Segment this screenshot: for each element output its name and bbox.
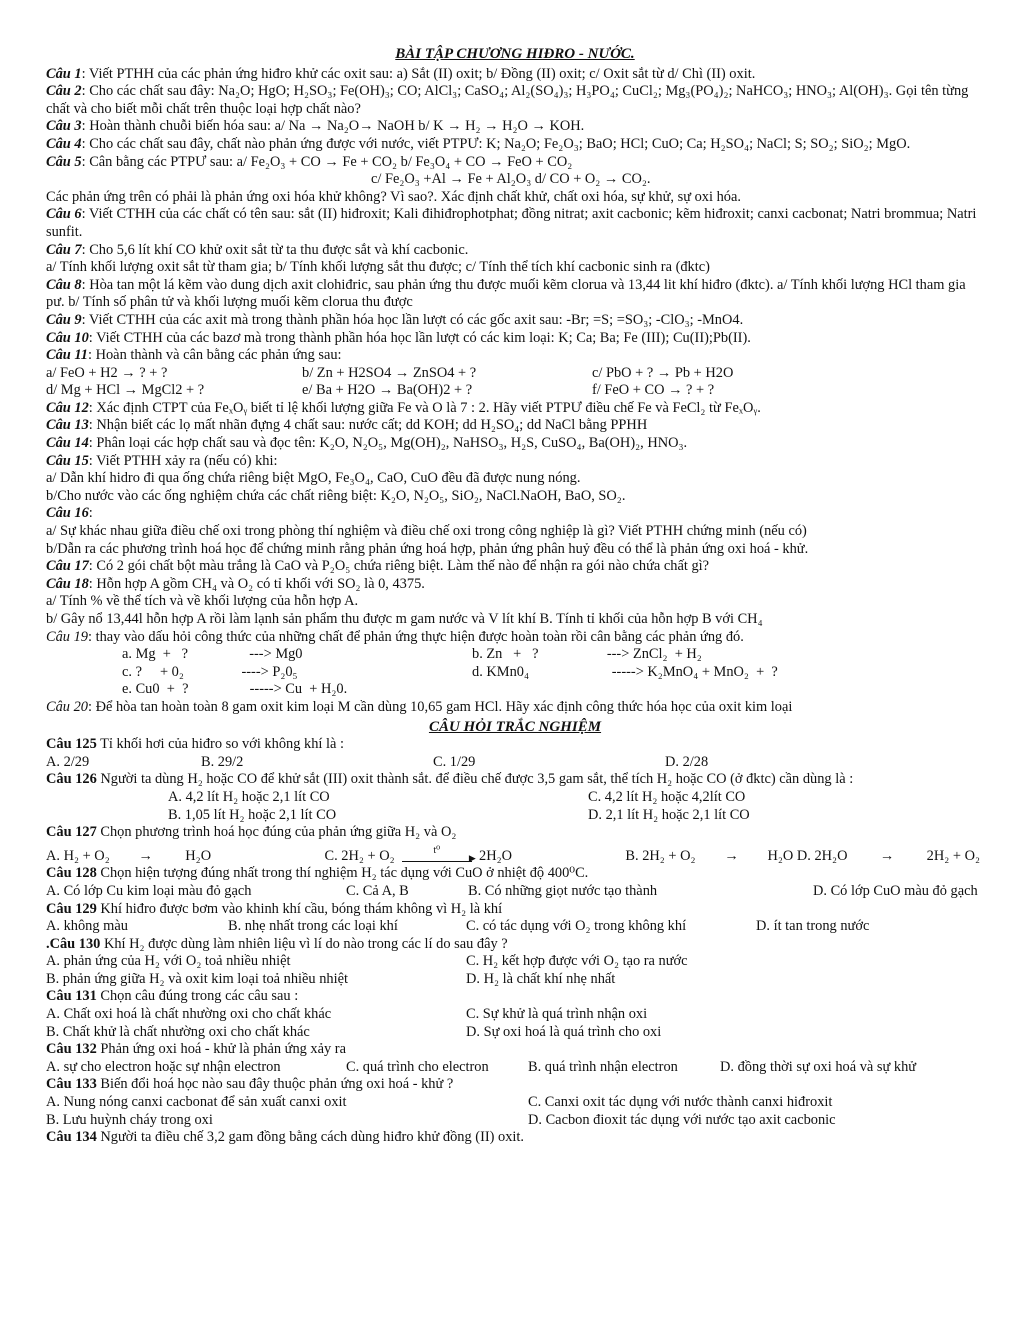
equation-a: a/ FeO + H2 → ? + ? (46, 364, 168, 381)
question-19-row-3 (46, 681, 984, 699)
question-18-a: a/ Tính % về thể tích và về khối lượng của hỗn hợp A. (46, 593, 359, 610)
section-title-multiple-choice: CÂU HỎI TRẮC NGHIỆM (428, 718, 602, 735)
option-a[interactable]: A. 4,2 lít H₂ hoặc 2,1 lít CO (168, 788, 330, 805)
question-129-options (46, 918, 984, 936)
option-c[interactable]: C. 1/29 (433, 753, 476, 770)
arrow-icon: → (879, 847, 895, 864)
question-130-options (46, 953, 984, 988)
reaction-a: a. Mg + ? ---> Mg0 (122, 646, 303, 663)
option-c[interactable]: C. Cả A, B (346, 882, 409, 899)
option-d[interactable]: D. 2/28 (665, 753, 709, 770)
option-c[interactable]: C. có tác dụng với O₂ trong không khí (466, 918, 687, 935)
question-11-equations-row-2 (46, 382, 984, 400)
reaction-empty (472, 681, 984, 699)
option-b[interactable]: B. Chất khử là chất nhường oxi cho chất khác (46, 1023, 310, 1040)
reaction-b: b. Zn + ? ---> ZnCl₂ + H₂ (472, 646, 702, 663)
question-3: Câu 3: Hoàn thành chuỗi biến hóa sau: a/ Na → Na₂O→ NaOH b/ K → H₂ → H₂O → KOH. (46, 118, 585, 135)
option-c[interactable]: C. Sự khử là quá trình nhận oxi (466, 1006, 648, 1023)
question-5: Câu 5: Cân bằng các PTPƯ sau: a/ Fe₂O₃ + CO → Fe + CO₂ b/ Fe₃O₄ + CO → FeO + CO₂ (46, 153, 573, 170)
option-a[interactable]: A. Có lớp Cu kim loại màu đỏ gạch (46, 882, 252, 899)
equation-b: b/ Zn + H2SO4 → ZnSO4 + ? (302, 364, 477, 381)
equation-c: c/ PbO + ? → Pb + H2O (592, 364, 734, 381)
option-a[interactable]: A. Chất oxi hoá là chất nhường oxi cho chất khác (46, 1006, 332, 1023)
option-b[interactable]: B. 2H₂ + O₂ → H₂O D. 2H₂O → 2H₂ + O₂ (625, 847, 980, 864)
question-5-cd: c/ Fe₂O₃ +Al → Fe + Al₂O₃ d/ CO + O₂ → CO₂. (371, 171, 651, 188)
reaction-e: e. Cu0 + ? -----> Cu + H₂0. (122, 681, 348, 698)
reaction-c: c. ? + 0₂ ----> P₂0₅ (122, 663, 298, 680)
option-d[interactable]: D. Cacbon đioxit tác dụng với nước tạo axit cacbonic (528, 1111, 836, 1128)
equation-f: f/ FeO + CO → ? + ? (592, 382, 715, 399)
option-c[interactable]: C. 4,2 lít H₂ hoặc 4,2lít CO (588, 788, 746, 805)
question-129: Câu 129 Khí hiđro được bơm vào khinh khí cầu, bóng thám không vì H₂ là khí (46, 900, 503, 917)
question-19-row-1 (46, 646, 984, 664)
question-126: Câu 126 Người ta dùng H₂ hoặc CO để khử sắt (III) oxit thành sắt. để điều chế được 3,5 gam sắt, thể tích H₂ hoặc CO (ở đktc) cần dùng là : (46, 771, 854, 788)
option-b[interactable]: B. 29/2 (201, 753, 244, 770)
question-16-b: b/Dẫn ra các phương trình hoá học để chứng minh rằng phản ứng hoá hợp, phản ứng phân huỷ đều có thể là phản ứng oxi hoá - khử. (46, 540, 809, 557)
question-128-options (46, 883, 984, 901)
option-a[interactable]: A. H₂ + O₂ → H₂O (46, 847, 212, 864)
question-7: Câu 7: Cho 5,6 lít khí CO khử oxit sắt từ ta thu được sắt và khí cacbonic. (46, 241, 469, 258)
question-133-options (46, 1094, 984, 1129)
question-18-b: b/ Gây nổ 13,44l hỗn hợp A rồi làm lạnh sản phẩm thu được m gam nước và V lít khí B. Tính tỉ khối của hỗn hợp B với CH₄ (46, 611, 763, 627)
question-16: Câu 16: (46, 505, 93, 522)
question-11: Câu 11: Hoàn thành và cân bằng các phản ứng sau: (46, 347, 342, 364)
option-a[interactable]: A. phản ứng của H₂ với O₂ toả nhiều nhiệt (46, 953, 291, 970)
arrow-icon: → (724, 847, 739, 864)
question-13: Câu 13: Nhận biết các lọ mất nhãn đựng 4 chất sau: nước cất; dd KOH; dd H₂SO₄; dd NaCl bằng PPHH (46, 417, 648, 434)
question-15-a: a/ Dẫn khí hidro đi qua ống chứa riêng biệt MgO, Fe₃O₄, CaO, CuO đều đã được nung nóng. (46, 470, 581, 487)
option-d[interactable]: D. đồng thời sự oxi hoá và sự khử (720, 1058, 917, 1075)
question-5-note: Các phản ứng trên có phải là phản ứng oxi hóa khử không? Vì sao?. Xác định chất khử, chất oxi hóa, sự khử, sự oxi hóa. (46, 188, 741, 205)
question-130: .Câu 130 Khí H₂ được dùng làm nhiên liệu vì lí do nào trong các lí do sau đây ? (46, 935, 508, 952)
equation-d: d/ Mg + HCl → MgCl2 + ? (46, 382, 205, 399)
question-127: Câu 127 Chọn phương trình hoá học đúng của phản ứng giữa H₂ và O₂ (46, 824, 457, 841)
option-d[interactable]: D. H₂ là chất khí nhẹ nhất (466, 970, 616, 987)
option-a[interactable]: A. không màu (46, 918, 128, 935)
option-c[interactable]: C. Canxi oxit tác dụng với nước thành canxi hiđroxit (528, 1094, 833, 1111)
question-128: Câu 128 Chọn hiện tượng đúng nhất trong thí nghiệm H₂ tác dụng với CuO ở nhiệt độ 400⁰C. (46, 865, 589, 882)
question-16-a: a/ Sự khác nhau giữa điều chế oxi trong phòng thí nghiệm và điều chế oxi trong công nghiệp là gì? Viết PTHH chứng minh (nếu có) (46, 523, 807, 540)
question-131: Câu 131 Chọn câu đúng trong các câu sau : (46, 988, 299, 1005)
question-134: Câu 134 Người ta điều chế 3,2 gam đồng bằng cách dùng hiđro khử đồng (II) oxit. (46, 1129, 525, 1146)
option-a[interactable]: A. Nung nóng canxi cacbonat để sản xuất canxi oxit (46, 1094, 347, 1111)
option-c[interactable]: C. 2H₂ + O₂ $^{t^0}$ ▶ 2H₂O (324, 844, 513, 864)
equation-e: e/ Ba + H2O → Ba(OH)2 + ? (302, 382, 473, 399)
question-133: Câu 133 Biến đổi hoá học nào sau đây thuộc phản ứng oxi hoá - khử ? (46, 1076, 454, 1093)
option-b[interactable]: B. Lưu huỳnh cháy trong oxi (46, 1111, 213, 1128)
option-d[interactable]: D. ít tan trong nước (756, 918, 870, 935)
option-b[interactable]: B. phản ứng giữa H₂ và oxit kim loại toả nhiều nhiệt (46, 970, 348, 987)
question-10: Câu 10: Viết CTHH của các bazơ mà trong thành phần hóa học lần lượt có các kim loại: K; Ca; Ba; Fe (III); Cu(II);Pb(II). (46, 329, 751, 346)
option-a[interactable]: A. 2/29 (46, 753, 90, 770)
option-c[interactable]: C. H₂ kết hợp được với O₂ tạo ra nước (466, 953, 688, 970)
question-15-b: b/Cho nước vào các ống nghiệm chứa các chất riêng biệt: K₂O, N₂O₅, SiO₂, NaCl.NaOH, BaO, SO₂. (46, 487, 626, 504)
page-title: BÀI TẬP CHƯƠNG HIĐRO - NƯỚC. (395, 46, 635, 62)
question-7-parts: a/ Tính khối lượng oxit sắt từ tham gia; b/ Tính khối lượng sắt thu được; c/ Tính thể tích khí cacbonic sinh ra (đktc) (46, 259, 710, 276)
question-125-options (46, 754, 984, 772)
question-127-options (46, 844, 984, 866)
option-b[interactable]: B. Có những giọt nước tạo thành (468, 882, 658, 899)
question-19-row-2 (46, 664, 984, 682)
option-a[interactable]: A. sự cho electron hoặc sự nhận electron (46, 1058, 281, 1075)
option-b[interactable]: B. nhẹ nhất trong các loại khí (228, 918, 398, 935)
option-c[interactable]: C. quá trình cho electron (346, 1058, 489, 1075)
option-d[interactable]: D. Sự oxi hoá là quá trình cho oxi (466, 1023, 662, 1040)
question-132: Câu 132 Phản ứng oxi hoá - khử là phản ứng xảy ra (46, 1041, 346, 1058)
option-d[interactable]: D. Có lớp CuO màu đỏ gạch (813, 882, 978, 899)
question-2: Câu 2: Cho các chất sau đây: Na₂O; HgO; H₂SO₃; Fe(OH)₃; CO; AlCl₃; CaSO₄; Al₂(SO₄)₃; H₃PO₄; CuCl₂; Mg₃(PO₄)₂; NaHCO₃; HNO₃; Al(OH)₃. Gọi tên từng chất và cho biết mỗi chất trên thuộc loại hợp chất nào? (46, 83, 969, 117)
question-20: Câu 20: Để hòa tan hoàn toàn 8 gam oxit kim loại M cần dùng 10,65 gam HCl. Hãy xác định công thức hóa học của oxit kim loại (46, 698, 793, 715)
question-6: Câu 6: Viết CTHH của các chất có tên sau: sắt (II) hiđroxit; Kali đihiđrophotphat; đồng nitrat; axit cacbonic; kẽm hiđroxit; canxi cacbonat; Natri brommua; Natri sunfit. (46, 206, 977, 240)
question-14: Câu 14: Phân loại các hợp chất sau và đọc tên: K₂O, N₂O₅, Mg(OH)₂, NaHSO₃, H₂S, CuSO₄, Ba(OH)₂, HNO₃. (46, 435, 688, 452)
question-11-equations-row-1 (46, 365, 984, 383)
question-9: Câu 9: Viết CTHH của các axit mà trong thành phần hóa học lần lượt có các gốc axit sau: -Br; =S; =SO₃; -ClO₃; -MnO4. (46, 311, 744, 328)
question-18: Câu 18: Hỗn hợp A gồm CH₄ và O₂ có tỉ khối với SO₂ là 0, 4375. (46, 575, 425, 592)
question-8: Câu 8: Hòa tan một lá kẽm vào dung dịch axit clohiđric, sau phản ứng thu được muối kẽm clorua và 13,44 lit khí hiđro (đktc). a/ Tính khối lượng HCl tham gia pư. b/ Tính số phân tử và khối lượng muối kẽm clorua thu được (46, 276, 966, 311)
question-17: Câu 17: Có 2 gói chất bột màu trắng là CaO và P₂O₅ chứa riêng biệt. Làm thế nào để nhận ra gói nào chứa chất gì? (46, 558, 710, 575)
question-125: Câu 125 Tỉ khối hơi của hiđro so với không khí là : (46, 736, 344, 753)
question-132-options (46, 1059, 984, 1077)
option-b[interactable]: B. 1,05 lít H₂ hoặc 2,1 lít CO (168, 806, 337, 823)
question-19: Câu 19: thay vào dấu hỏi công thức của những chất để phản ứng thực hiện được hoàn toàn rồi cân bằng các phản ứng đó. (46, 628, 744, 645)
question-4: Câu 4: Cho các chất sau đây, chất nào phản ứng được với nước, viết PTPƯ: K; Na₂O; Fe₂O₃; BaO; HCl; CuO; Ca; H₂SO₄; NaCl; S; SO₂; SiO₂; MgO. (46, 135, 911, 152)
reaction-d: d. KMn0₄ -----> K₂MnO₄ + MnO₂ + ? (472, 663, 778, 680)
arrow-icon: → (138, 847, 153, 864)
heat-arrow-icon: $^{t^0}$ ▶ (402, 851, 472, 862)
question-126-options (46, 789, 984, 824)
option-b[interactable]: B. quá trình nhận electron (528, 1058, 678, 1075)
question-12: Câu 12: Xác định CTPT của FeₓOᵧ biết tỉ lệ khối lượng giữa Fe và O là 7 : 2. Hãy viết PTPƯ điều chế Fe và FeCl₂ từ FeₓOᵧ. (46, 399, 761, 416)
question-1: Câu 1: Viết PTHH của các phản ứng hiđro khử các oxit sau: a) Sắt (II) oxit; b/ Đồng (II) oxit; c/ Oxit sắt từ d/ Chì (II) oxit. (46, 65, 756, 82)
question-15: Câu 15: Viết PTHH xảy ra (nếu có) khi: (46, 452, 278, 469)
option-d[interactable]: D. 2,1 lít H₂ hoặc 2,1 lít CO (588, 806, 750, 823)
question-131-options (46, 1006, 984, 1041)
